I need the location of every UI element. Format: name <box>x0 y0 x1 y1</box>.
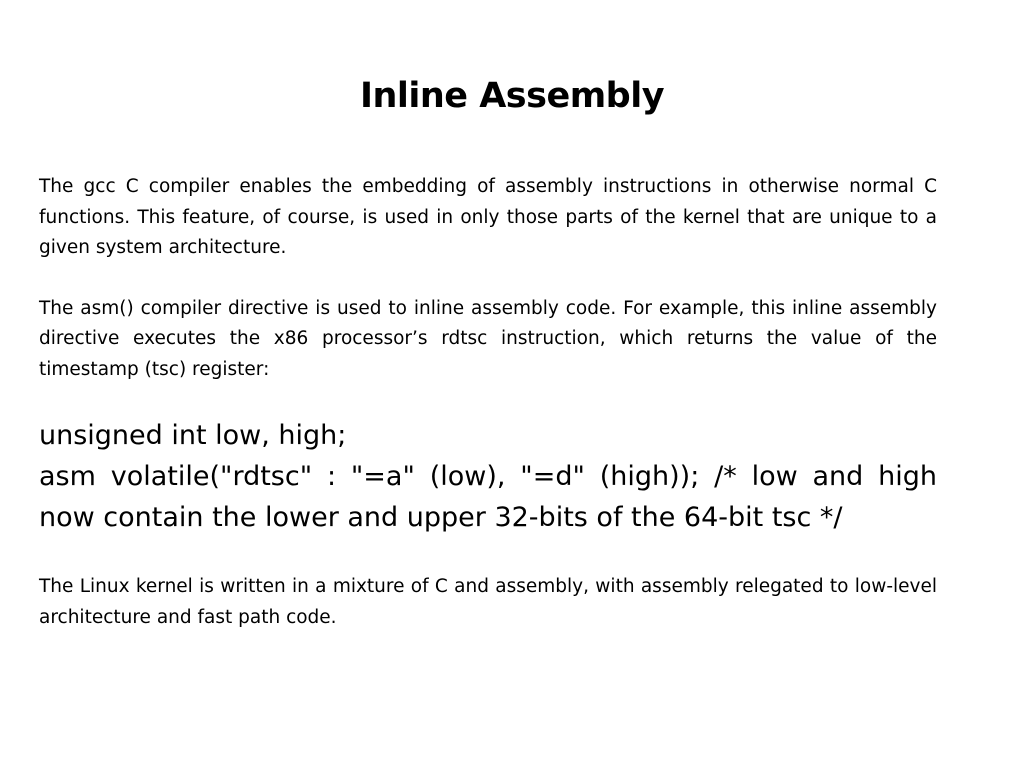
paragraph-linux-kernel: The Linux kernel is written in a mixture of C and assembly, with assembly relegated to low-level architecture and fast path code. <box>39 576 937 628</box>
paragraph-gcc-intro: The gcc C compiler enables the embedding of assembly instructions in otherwise normal C functions. This feature, of course, is used in only those parts of the kernel that are unique to a given system architecture. <box>39 176 937 258</box>
code-line-asm: asm volatile("rdtsc" : "=a" (low), "=d" (high)); /* low and high now contain the lower and upper 32-bits of the 64-bit tsc */ <box>39 461 937 533</box>
code-line-declaration: unsigned int low, high; <box>39 420 347 451</box>
code-example <box>39 415 937 538</box>
paragraph-asm-directive: The asm() compiler directive is used to inline assembly code. For example, this inline assembly directive executes the x86 processor’s rdtsc instruction, which returns the value of the timestamp (tsc) register: <box>39 297 937 380</box>
slide-title: Inline Assembly <box>359 76 665 116</box>
slide-body <box>39 172 937 663</box>
